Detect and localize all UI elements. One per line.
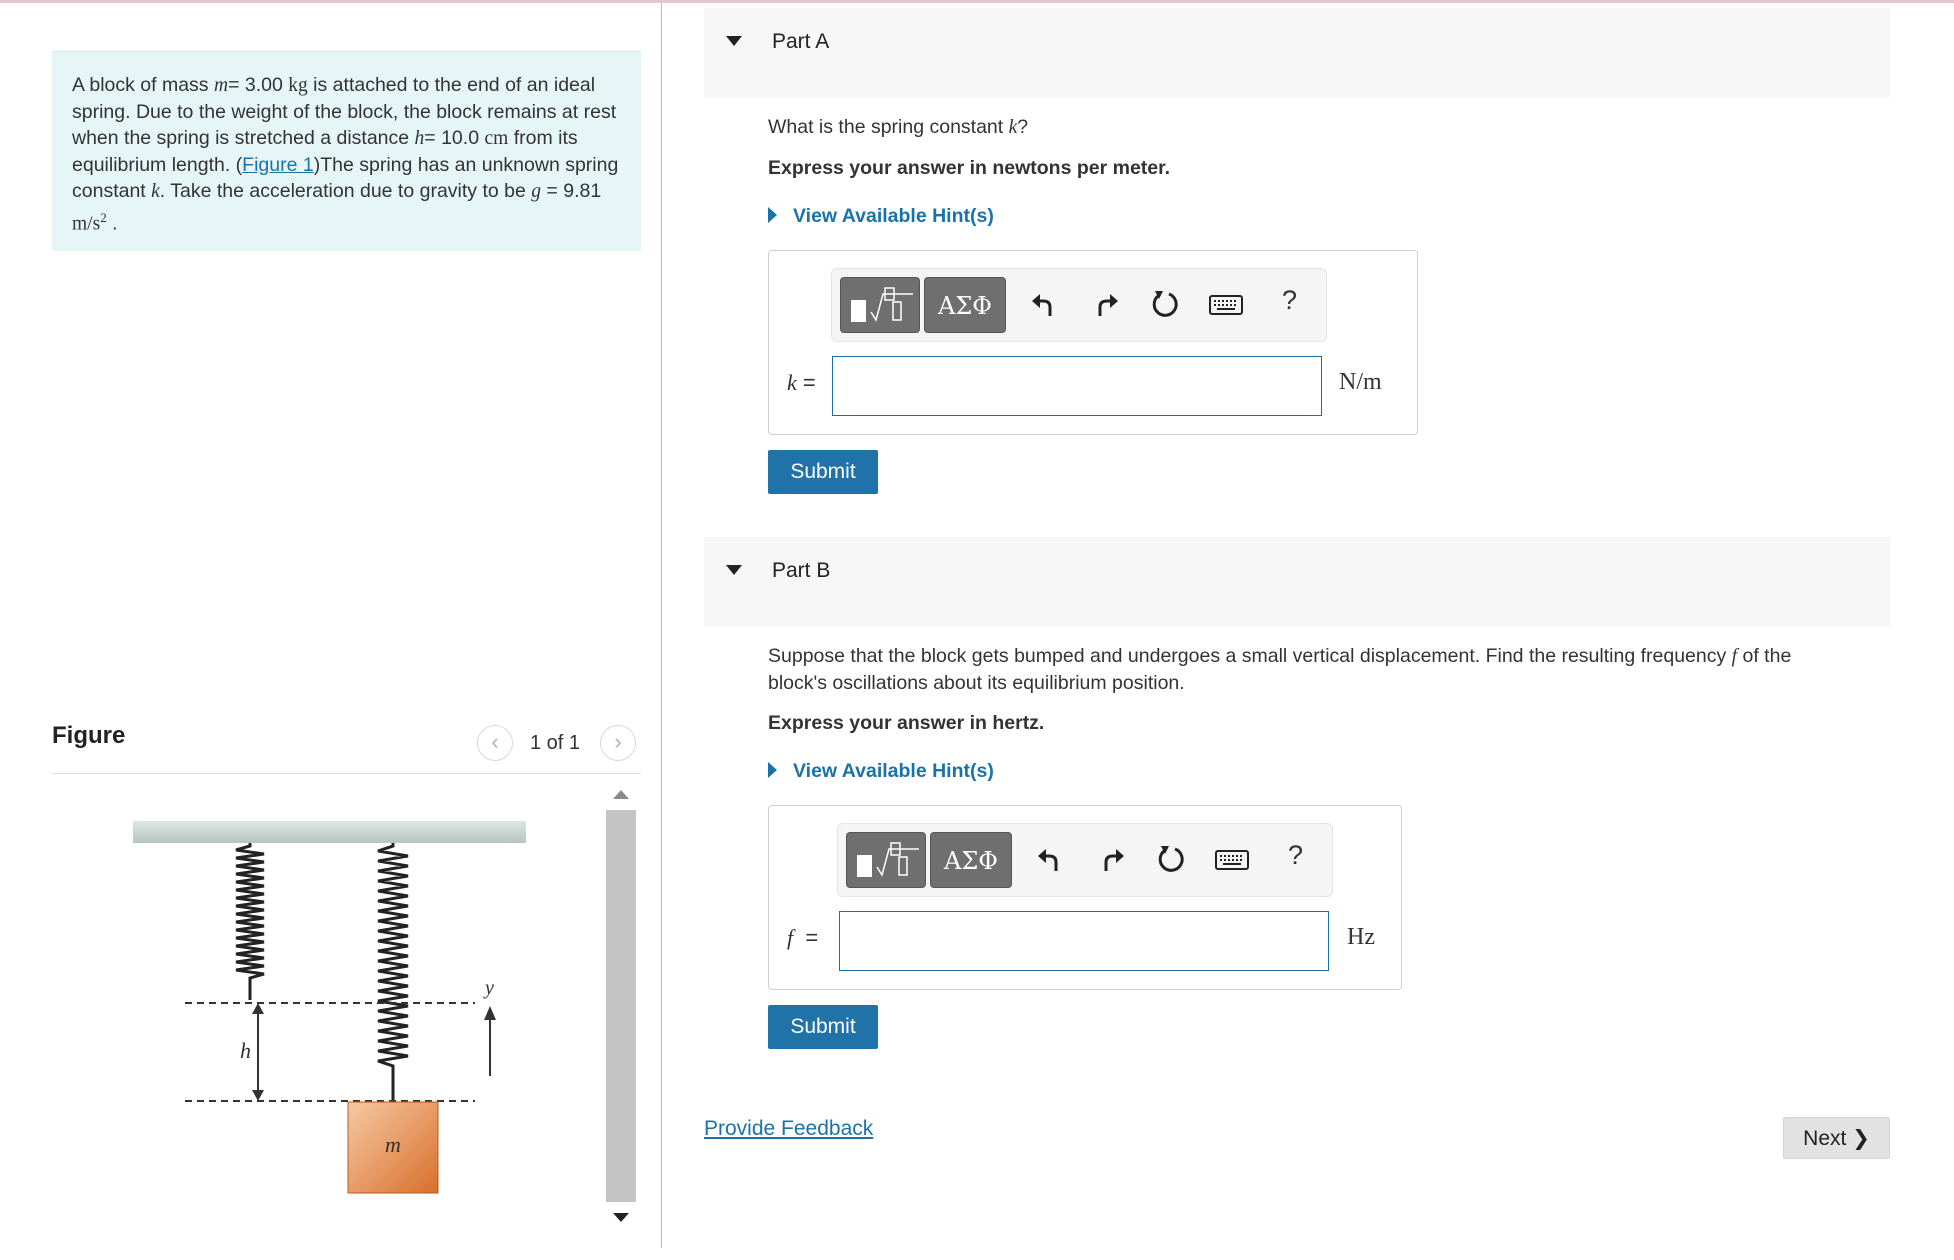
problem-text-part: from its equilibrium length. ( bbox=[72, 127, 578, 176]
question-text: ? bbox=[1017, 116, 1029, 138]
variable-label bbox=[787, 925, 818, 951]
problem-text bbox=[72, 72, 622, 238]
ceiling bbox=[133, 821, 526, 843]
equals-sign: = bbox=[802, 370, 816, 395]
distance-symbol: h bbox=[414, 128, 425, 149]
variable-symbol: f bbox=[787, 925, 794, 950]
part-a-answer-box bbox=[768, 250, 1418, 435]
scrollbar-thumb[interactable] bbox=[606, 810, 636, 1202]
triangle-down-icon[interactable] bbox=[604, 1204, 638, 1232]
part-b-submit-button[interactable]: Submit bbox=[768, 1005, 878, 1049]
part-b-answer-box bbox=[768, 805, 1402, 990]
help-button[interactable]: ? bbox=[1282, 285, 1298, 315]
spring-constant-symbol: k bbox=[151, 181, 160, 202]
distance-unit: cm bbox=[484, 128, 509, 149]
templates-icon bbox=[847, 833, 927, 889]
question-text: Suppose that the block gets bumped and undergoes a small vertical displacement. Find the resulting frequency bbox=[768, 645, 1732, 667]
question-text: block's oscillations about its equilibrium position. bbox=[768, 672, 1185, 694]
y-arrow-icon bbox=[484, 1006, 496, 1020]
keyboard-icon[interactable] bbox=[1208, 287, 1244, 321]
column-divider bbox=[661, 3, 662, 1248]
left-spring bbox=[236, 843, 264, 1000]
part-a-question bbox=[768, 114, 1888, 141]
help-button[interactable]: ? bbox=[1288, 840, 1304, 870]
gravity-symbol: g bbox=[531, 181, 541, 202]
undo-icon[interactable] bbox=[1034, 842, 1068, 876]
chevron-right-icon: › bbox=[614, 729, 622, 754]
part-a-title[interactable]: Part A bbox=[772, 30, 830, 53]
part-a-express: Express your answer in newtons per meter. bbox=[768, 157, 1171, 179]
part-a-header[interactable] bbox=[704, 8, 1890, 98]
frequency-input[interactable] bbox=[839, 911, 1329, 971]
problem-text-part: A block of mass bbox=[72, 74, 214, 96]
part-b-title[interactable]: Part B bbox=[772, 559, 831, 582]
figure-link[interactable]: Figure 1 bbox=[242, 154, 314, 176]
redo-icon[interactable] bbox=[1094, 842, 1128, 876]
greek-symbols-button[interactable]: ΑΣΦ bbox=[924, 277, 1006, 333]
chevron-left-icon: ‹ bbox=[491, 729, 499, 754]
templates-button[interactable] bbox=[840, 277, 920, 333]
top-border bbox=[0, 0, 1954, 3]
question-text: of the bbox=[1737, 645, 1792, 667]
right-spring bbox=[378, 843, 408, 1100]
triangle-up-icon[interactable] bbox=[604, 780, 638, 808]
reset-icon[interactable] bbox=[1154, 842, 1188, 876]
question-variable: f bbox=[1731, 646, 1738, 667]
equals-sign: = bbox=[805, 925, 819, 950]
figure-counter: 1 of 1 bbox=[530, 732, 581, 754]
mass-unit: kg bbox=[288, 75, 308, 96]
templates-button[interactable] bbox=[846, 832, 926, 888]
problem-text-part: )The spring has an unknown spring constant bbox=[72, 154, 619, 202]
h-label: h bbox=[240, 1038, 251, 1063]
keyboard-icon[interactable] bbox=[1214, 842, 1250, 876]
figure-scrollbar[interactable] bbox=[604, 780, 638, 1232]
part-b-express: Express your answer in hertz. bbox=[768, 712, 1045, 734]
greek-symbols-button[interactable]: ΑΣΦ bbox=[930, 832, 1012, 888]
collapse-caret-icon[interactable] bbox=[726, 565, 742, 575]
question-text: What is the spring constant bbox=[768, 116, 1009, 138]
problem-text-part: . bbox=[106, 212, 118, 235]
h-arrow-down-icon bbox=[252, 1090, 264, 1101]
problem-text-part: . Take the acceleration due to gravity to be bbox=[159, 180, 532, 202]
part-b-question bbox=[768, 643, 1888, 696]
part-a-submit-button[interactable]: Submit bbox=[768, 450, 878, 494]
templates-icon bbox=[841, 278, 921, 334]
problem-text-part: is attached to the end of an ideal spring. Due to the weight of the block, the block remains at rest when the spring is stretched a distance bbox=[72, 74, 617, 149]
spring-constant-input[interactable] bbox=[832, 356, 1322, 416]
hint-label[interactable]: View Available Hint(s) bbox=[793, 205, 994, 227]
part-b-header[interactable] bbox=[704, 537, 1890, 627]
variable-symbol: k bbox=[787, 370, 797, 395]
spring-figure bbox=[100, 800, 600, 1220]
next-figure-button[interactable] bbox=[600, 725, 636, 761]
collapse-caret-icon[interactable] bbox=[726, 36, 742, 46]
hint-label[interactable]: View Available Hint(s) bbox=[793, 760, 994, 782]
h-arrow-up-icon bbox=[252, 1003, 264, 1014]
gravity-unit-exponent: 2 bbox=[100, 210, 107, 225]
math-toolbar bbox=[837, 823, 1333, 897]
problem-statement bbox=[52, 51, 641, 251]
part-b-hint-link[interactable] bbox=[768, 760, 994, 783]
distance-value: = 10.0 bbox=[424, 127, 485, 149]
math-toolbar bbox=[831, 268, 1327, 342]
redo-icon[interactable] bbox=[1088, 287, 1122, 321]
provide-feedback-link[interactable]: Provide Feedback bbox=[704, 1117, 874, 1140]
next-button[interactable] bbox=[1783, 1117, 1890, 1159]
caret-right-icon bbox=[768, 762, 777, 778]
next-label: Next bbox=[1803, 1126, 1847, 1150]
question-variable: k bbox=[1008, 117, 1018, 138]
reset-icon[interactable] bbox=[1148, 287, 1182, 321]
caret-right-icon bbox=[768, 207, 777, 223]
gravity-unit: m/s bbox=[72, 213, 101, 235]
previous-figure-button[interactable] bbox=[477, 725, 513, 761]
figure-divider bbox=[52, 773, 641, 774]
part-a-hint-link[interactable] bbox=[768, 205, 994, 228]
undo-icon[interactable] bbox=[1028, 287, 1062, 321]
mass-value: = 3.00 bbox=[228, 74, 289, 96]
figure-title: Figure bbox=[52, 722, 126, 749]
mass-symbol: m bbox=[213, 75, 229, 96]
mass-label: m bbox=[385, 1132, 401, 1157]
chevron-right-icon: ❯ bbox=[1852, 1126, 1870, 1150]
y-label: y bbox=[485, 977, 494, 999]
variable-label bbox=[787, 370, 816, 396]
gravity-value: = 9.81 bbox=[541, 180, 602, 202]
unit-label: N/m bbox=[1339, 369, 1382, 395]
unit-label: Hz bbox=[1347, 924, 1375, 950]
